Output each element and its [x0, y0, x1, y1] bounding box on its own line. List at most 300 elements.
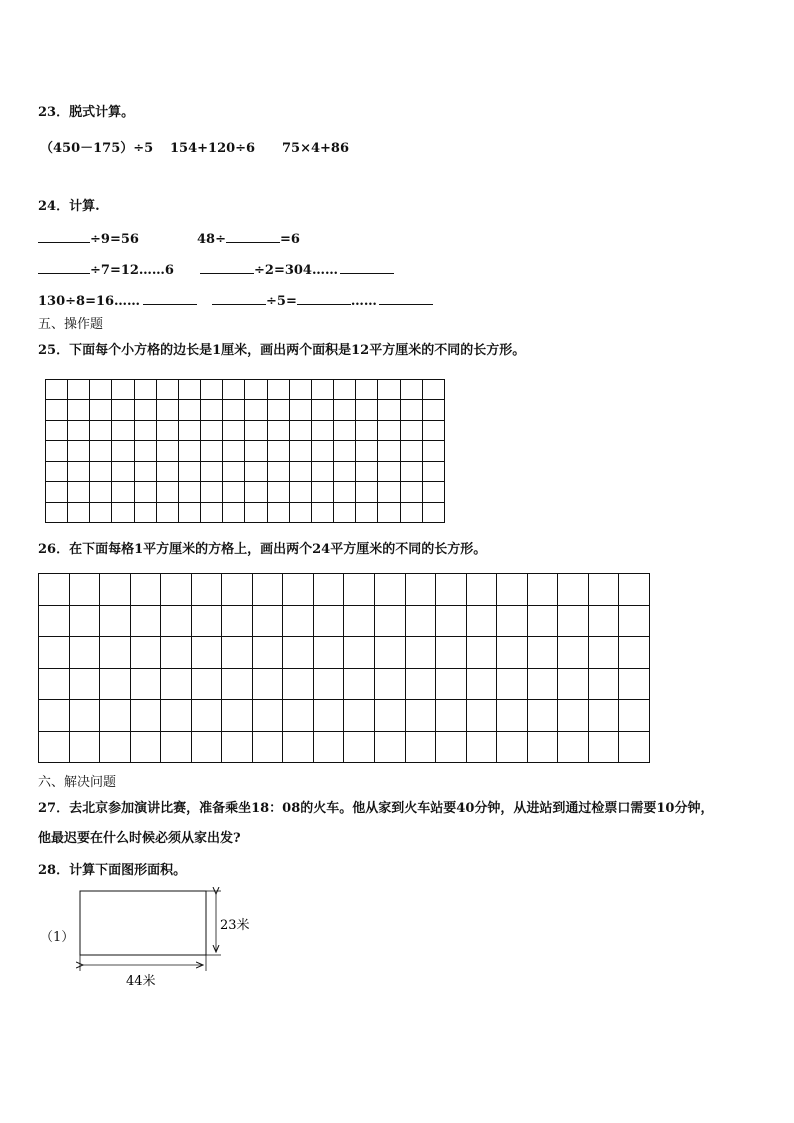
- grid-cell[interactable]: [223, 380, 245, 400]
- section-6-title: 六、解决问题: [38, 775, 117, 790]
- grid-cell[interactable]: [201, 482, 223, 502]
- grid-cell[interactable]: [588, 605, 619, 637]
- grid-cell[interactable]: [69, 605, 100, 637]
- grid-cell[interactable]: [130, 668, 161, 700]
- grid-cell[interactable]: [245, 461, 267, 481]
- grid-cell[interactable]: [356, 420, 378, 440]
- grid-cell[interactable]: [112, 482, 134, 502]
- grid-row: [39, 605, 650, 637]
- grid-cell[interactable]: [356, 400, 378, 420]
- answer-blank[interactable]: [226, 230, 280, 243]
- grid-cell[interactable]: [283, 637, 314, 669]
- grid-row: [39, 668, 650, 700]
- grid-cell[interactable]: [201, 400, 223, 420]
- grid-cell[interactable]: [375, 574, 406, 606]
- grid-cell[interactable]: [245, 441, 267, 461]
- grid-cell[interactable]: [161, 574, 192, 606]
- grid-cell[interactable]: [466, 605, 497, 637]
- grid-cell[interactable]: [422, 502, 444, 522]
- grid-cell[interactable]: [311, 482, 333, 502]
- grid-cell[interactable]: [39, 731, 70, 763]
- grid-cell[interactable]: [311, 380, 333, 400]
- grid-cell[interactable]: [400, 380, 422, 400]
- grid-cell[interactable]: [252, 637, 283, 669]
- answer-blank[interactable]: [200, 261, 254, 274]
- grid-cell[interactable]: [156, 502, 178, 522]
- grid-cell[interactable]: [69, 731, 100, 763]
- grid-cell[interactable]: [466, 731, 497, 763]
- grid-cell[interactable]: [283, 605, 314, 637]
- grid-cell[interactable]: [156, 441, 178, 461]
- grid-cell[interactable]: [130, 605, 161, 637]
- grid-cell[interactable]: [252, 605, 283, 637]
- grid-cell[interactable]: [436, 731, 467, 763]
- grid-cell[interactable]: [422, 420, 444, 440]
- grid-cell[interactable]: [130, 574, 161, 606]
- grid-cell[interactable]: [375, 700, 406, 732]
- grid-cell[interactable]: [201, 441, 223, 461]
- grid-cell[interactable]: [405, 637, 436, 669]
- answer-blank[interactable]: [143, 292, 197, 305]
- grid-cell[interactable]: [112, 400, 134, 420]
- answer-blank[interactable]: [340, 261, 394, 274]
- grid-cell[interactable]: [527, 700, 558, 732]
- q24-row3-b: [212, 292, 433, 310]
- grid-cell[interactable]: [267, 461, 289, 481]
- grid-cell[interactable]: [267, 502, 289, 522]
- grid-cell[interactable]: [69, 574, 100, 606]
- grid-cell[interactable]: [400, 502, 422, 522]
- q25-text: 25．下面每个小方格的边长是1厘米，画出两个面积是12平方厘米的不同的长方形。: [38, 343, 526, 358]
- grid-cell[interactable]: [289, 420, 311, 440]
- grid-cell[interactable]: [68, 482, 90, 502]
- grid-cell[interactable]: [156, 420, 178, 440]
- grid-cell[interactable]: [68, 461, 90, 481]
- grid-cell[interactable]: [90, 482, 112, 502]
- grid-row: [39, 637, 650, 669]
- grid-cell[interactable]: [405, 605, 436, 637]
- grid-cell[interactable]: [68, 400, 90, 420]
- answer-blank[interactable]: [297, 292, 351, 305]
- grid-cell[interactable]: [400, 461, 422, 481]
- grid-cell[interactable]: [178, 420, 200, 440]
- grid-cell[interactable]: [356, 482, 378, 502]
- grid-cell[interactable]: [436, 574, 467, 606]
- grid-cell[interactable]: [313, 637, 344, 669]
- grid-cell[interactable]: [344, 700, 375, 732]
- q23-expr-1: （450－175）÷5: [40, 141, 154, 156]
- grid-cell[interactable]: [69, 700, 100, 732]
- grid-cell[interactable]: [588, 700, 619, 732]
- grid-cell[interactable]: [100, 731, 131, 763]
- grid-cell[interactable]: [497, 605, 528, 637]
- grid-cell[interactable]: [112, 441, 134, 461]
- grid-cell[interactable]: [46, 420, 68, 440]
- grid-cell[interactable]: [46, 482, 68, 502]
- grid-cell[interactable]: [223, 482, 245, 502]
- grid-cell[interactable]: [201, 461, 223, 481]
- grid-cell[interactable]: [313, 605, 344, 637]
- grid-cell[interactable]: [90, 400, 112, 420]
- section-5-title: 五、操作题: [38, 317, 104, 332]
- q24-row1-b-post: =6: [279, 232, 300, 247]
- grid-cell[interactable]: [201, 420, 223, 440]
- grid-cell[interactable]: [378, 380, 400, 400]
- grid-cell[interactable]: [178, 441, 200, 461]
- grid-cell[interactable]: [222, 574, 253, 606]
- q27-line-2: 他最迟要在什么时候必须从家出发?: [38, 831, 241, 846]
- grid-cell[interactable]: [90, 420, 112, 440]
- grid-cell[interactable]: [223, 502, 245, 522]
- grid-cell[interactable]: [161, 668, 192, 700]
- grid-cell[interactable]: [289, 461, 311, 481]
- grid-cell[interactable]: [344, 574, 375, 606]
- q26-grid[interactable]: [38, 573, 650, 763]
- grid-cell[interactable]: [222, 637, 253, 669]
- q25-grid[interactable]: [45, 379, 445, 523]
- q27-line-1: 27．去北京参加演讲比赛，准备乘坐18：08的火车。他从家到火车站要40分钟，从进站到通过检票口需要10分钟，: [38, 801, 714, 816]
- grid-cell[interactable]: [68, 380, 90, 400]
- grid-cell[interactable]: [378, 502, 400, 522]
- grid-cell[interactable]: [156, 380, 178, 400]
- grid-cell[interactable]: [156, 461, 178, 481]
- grid-cell[interactable]: [46, 461, 68, 481]
- grid-cell[interactable]: [267, 400, 289, 420]
- grid-cell[interactable]: [619, 731, 650, 763]
- grid-cell[interactable]: [588, 637, 619, 669]
- grid-cell[interactable]: [245, 400, 267, 420]
- grid-cell[interactable]: [178, 400, 200, 420]
- grid-cell[interactable]: [334, 400, 356, 420]
- grid-cell[interactable]: [68, 420, 90, 440]
- grid-cell[interactable]: [400, 441, 422, 461]
- grid-cell[interactable]: [69, 668, 100, 700]
- grid-cell[interactable]: [378, 400, 400, 420]
- grid-cell[interactable]: [422, 482, 444, 502]
- grid-cell[interactable]: [375, 668, 406, 700]
- q24-row1-b: [197, 230, 300, 248]
- grid-cell[interactable]: [223, 400, 245, 420]
- grid-cell[interactable]: [283, 700, 314, 732]
- grid-cell[interactable]: [267, 441, 289, 461]
- grid-cell[interactable]: [334, 461, 356, 481]
- grid-cell[interactable]: [311, 420, 333, 440]
- grid-cell[interactable]: [112, 420, 134, 440]
- grid-cell[interactable]: [100, 700, 131, 732]
- grid-cell[interactable]: [46, 380, 68, 400]
- grid-cell[interactable]: [558, 731, 589, 763]
- grid-cell[interactable]: [558, 637, 589, 669]
- grid-row: [46, 420, 445, 440]
- grid-row: [46, 461, 445, 481]
- grid-cell[interactable]: [558, 700, 589, 732]
- grid-cell[interactable]: [289, 482, 311, 502]
- q24-row3-a: [38, 292, 197, 310]
- q24-row1-a: [38, 230, 139, 248]
- grid-cell[interactable]: [39, 637, 70, 669]
- grid-cell[interactable]: [558, 668, 589, 700]
- grid-cell[interactable]: [90, 502, 112, 522]
- grid-cell[interactable]: [311, 502, 333, 522]
- grid-cell[interactable]: [588, 574, 619, 606]
- grid-cell[interactable]: [527, 731, 558, 763]
- grid-cell[interactable]: [46, 441, 68, 461]
- grid-cell[interactable]: [46, 400, 68, 420]
- grid-cell[interactable]: [400, 420, 422, 440]
- grid-cell[interactable]: [405, 574, 436, 606]
- grid-cell[interactable]: [252, 574, 283, 606]
- grid-cell[interactable]: [422, 380, 444, 400]
- grid-cell[interactable]: [289, 400, 311, 420]
- grid-cell[interactable]: [245, 380, 267, 400]
- grid-cell[interactable]: [378, 482, 400, 502]
- grid-row: [46, 502, 445, 522]
- grid-cell[interactable]: [178, 380, 200, 400]
- grid-cell[interactable]: [134, 380, 156, 400]
- grid-cell[interactable]: [356, 461, 378, 481]
- grid-cell[interactable]: [334, 441, 356, 461]
- grid-cell[interactable]: [130, 700, 161, 732]
- grid-cell[interactable]: [191, 637, 222, 669]
- grid-cell[interactable]: [466, 700, 497, 732]
- q24-row3-b-mid: ÷5=: [266, 294, 297, 309]
- grid-cell[interactable]: [436, 700, 467, 732]
- grid-cell[interactable]: [134, 400, 156, 420]
- grid-cell[interactable]: [527, 637, 558, 669]
- grid-cell[interactable]: [90, 461, 112, 481]
- grid-cell[interactable]: [283, 668, 314, 700]
- grid-cell[interactable]: [311, 441, 333, 461]
- grid-cell[interactable]: [497, 574, 528, 606]
- grid-cell[interactable]: [39, 668, 70, 700]
- grid-cell[interactable]: [245, 482, 267, 502]
- grid-cell[interactable]: [497, 731, 528, 763]
- grid-cell[interactable]: [191, 700, 222, 732]
- q24-title: 24．计算.: [38, 199, 100, 214]
- grid-cell[interactable]: [558, 574, 589, 606]
- q23-expr-2: 154+120÷6: [170, 141, 256, 156]
- grid-cell[interactable]: [422, 461, 444, 481]
- grid-cell[interactable]: [252, 700, 283, 732]
- answer-blank[interactable]: [212, 292, 266, 305]
- grid-cell[interactable]: [201, 502, 223, 522]
- grid-cell[interactable]: [191, 668, 222, 700]
- grid-cell[interactable]: [130, 637, 161, 669]
- grid-cell[interactable]: [344, 637, 375, 669]
- grid-row: [39, 574, 650, 606]
- grid-cell[interactable]: [46, 502, 68, 522]
- grid-cell[interactable]: [245, 420, 267, 440]
- grid-cell[interactable]: [69, 637, 100, 669]
- grid-cell[interactable]: [405, 668, 436, 700]
- height-label: 23米: [220, 918, 250, 933]
- grid-cell[interactable]: [466, 668, 497, 700]
- grid-cell[interactable]: [252, 731, 283, 763]
- grid-cell[interactable]: [267, 380, 289, 400]
- grid-cell[interactable]: [313, 574, 344, 606]
- grid-cell[interactable]: [356, 502, 378, 522]
- grid-cell[interactable]: [400, 482, 422, 502]
- rectangle-figure: [70, 885, 270, 995]
- grid-cell[interactable]: [134, 502, 156, 522]
- grid-cell[interactable]: [100, 574, 131, 606]
- grid-cell[interactable]: [289, 441, 311, 461]
- grid-row: [46, 441, 445, 461]
- grid-cell[interactable]: [619, 700, 650, 732]
- grid-cell[interactable]: [130, 731, 161, 763]
- grid-cell[interactable]: [405, 700, 436, 732]
- grid-cell[interactable]: [497, 637, 528, 669]
- q28-figure-label: （1）: [40, 930, 75, 945]
- grid-cell[interactable]: [161, 637, 192, 669]
- grid-cell[interactable]: [161, 605, 192, 637]
- grid-row: [39, 700, 650, 732]
- grid-cell[interactable]: [112, 380, 134, 400]
- answer-blank[interactable]: [379, 292, 433, 305]
- grid-cell[interactable]: [400, 400, 422, 420]
- grid-cell[interactable]: [223, 461, 245, 481]
- grid-cell[interactable]: [344, 605, 375, 637]
- grid-cell[interactable]: [311, 400, 333, 420]
- grid-cell[interactable]: [90, 441, 112, 461]
- grid-row: [39, 731, 650, 763]
- grid-cell[interactable]: [422, 441, 444, 461]
- grid-cell[interactable]: [527, 605, 558, 637]
- answer-blank[interactable]: [38, 261, 90, 274]
- grid-cell[interactable]: [497, 668, 528, 700]
- grid-cell[interactable]: [422, 400, 444, 420]
- grid-cell[interactable]: [619, 668, 650, 700]
- answer-blank[interactable]: [38, 230, 90, 243]
- grid-cell[interactable]: [245, 502, 267, 522]
- grid-row: [46, 380, 445, 400]
- grid-cell[interactable]: [112, 502, 134, 522]
- grid-cell[interactable]: [134, 461, 156, 481]
- q24-row1-a-text: ÷9=56: [90, 232, 139, 247]
- grid-cell[interactable]: [344, 668, 375, 700]
- grid-cell[interactable]: [39, 605, 70, 637]
- grid-cell[interactable]: [378, 461, 400, 481]
- grid-cell[interactable]: [222, 668, 253, 700]
- grid-cell[interactable]: [588, 668, 619, 700]
- grid-cell[interactable]: [527, 574, 558, 606]
- grid-cell[interactable]: [156, 400, 178, 420]
- grid-cell[interactable]: [134, 420, 156, 440]
- q23-title: 23．脱式计算。: [38, 105, 135, 120]
- grid-cell[interactable]: [378, 420, 400, 440]
- grid-cell[interactable]: [178, 461, 200, 481]
- grid-cell[interactable]: [619, 605, 650, 637]
- grid-cell[interactable]: [178, 502, 200, 522]
- grid-row: [46, 400, 445, 420]
- grid-cell[interactable]: [375, 637, 406, 669]
- grid-cell[interactable]: [356, 441, 378, 461]
- grid-cell[interactable]: [267, 420, 289, 440]
- grid-cell[interactable]: [191, 731, 222, 763]
- grid-cell[interactable]: [161, 731, 192, 763]
- grid-cell[interactable]: [466, 574, 497, 606]
- grid-cell[interactable]: [334, 420, 356, 440]
- grid-cell[interactable]: [68, 502, 90, 522]
- q24-row2-a: [38, 261, 174, 279]
- grid-cell[interactable]: [313, 700, 344, 732]
- grid-cell[interactable]: [378, 441, 400, 461]
- grid-cell[interactable]: [497, 700, 528, 732]
- rectangle-shape: [80, 891, 206, 955]
- grid-cell[interactable]: [90, 380, 112, 400]
- grid-cell[interactable]: [222, 605, 253, 637]
- grid-cell[interactable]: [344, 731, 375, 763]
- grid-cell[interactable]: [283, 731, 314, 763]
- grid-cell[interactable]: [405, 731, 436, 763]
- grid-cell[interactable]: [112, 461, 134, 481]
- grid-cell[interactable]: [313, 668, 344, 700]
- grid-cell[interactable]: [252, 668, 283, 700]
- grid-cell[interactable]: [588, 731, 619, 763]
- q24-row3-a-text: 130÷8=16……: [38, 294, 141, 309]
- grid-cell[interactable]: [283, 574, 314, 606]
- grid-cell[interactable]: [223, 441, 245, 461]
- grid-cell[interactable]: [558, 605, 589, 637]
- q26-text: 26．在下面每格1平方厘米的方格上，画出两个24平方厘米的不同的长方形。: [38, 542, 487, 557]
- grid-cell[interactable]: [100, 668, 131, 700]
- grid-cell[interactable]: [100, 605, 131, 637]
- grid-cell[interactable]: [156, 482, 178, 502]
- grid-cell[interactable]: [356, 380, 378, 400]
- grid-cell[interactable]: [619, 637, 650, 669]
- grid-cell[interactable]: [191, 605, 222, 637]
- grid-cell[interactable]: [527, 668, 558, 700]
- q24-row3-b-dots: ……: [350, 294, 377, 309]
- grid-cell[interactable]: [375, 605, 406, 637]
- grid-cell[interactable]: [436, 637, 467, 669]
- grid-cell[interactable]: [436, 605, 467, 637]
- q24-row1-b-pre: 48÷: [197, 232, 226, 247]
- grid-cell[interactable]: [334, 380, 356, 400]
- grid-cell[interactable]: [178, 482, 200, 502]
- grid-cell[interactable]: [313, 731, 344, 763]
- grid-cell[interactable]: [619, 574, 650, 606]
- grid-row: [46, 482, 445, 502]
- grid-cell[interactable]: [161, 700, 192, 732]
- q23-expr-3: 75×4+86: [282, 141, 350, 156]
- grid-cell[interactable]: [223, 420, 245, 440]
- grid-cell[interactable]: [201, 380, 223, 400]
- grid-cell[interactable]: [375, 731, 406, 763]
- q24-row2-a-text: ÷7=12……6: [90, 263, 174, 278]
- grid-cell[interactable]: [39, 700, 70, 732]
- grid-cell[interactable]: [39, 574, 70, 606]
- grid-cell[interactable]: [222, 731, 253, 763]
- grid-cell[interactable]: [311, 461, 333, 481]
- grid-cell[interactable]: [191, 574, 222, 606]
- grid-cell[interactable]: [334, 482, 356, 502]
- grid-cell[interactable]: [267, 482, 289, 502]
- grid-cell[interactable]: [436, 668, 467, 700]
- q28-text: 28．计算下面图形面积。: [38, 863, 187, 878]
- q24-row2-b: [200, 261, 394, 279]
- grid-cell[interactable]: [134, 482, 156, 502]
- grid-cell[interactable]: [334, 502, 356, 522]
- grid-cell[interactable]: [134, 441, 156, 461]
- grid-cell[interactable]: [68, 441, 90, 461]
- grid-cell[interactable]: [466, 637, 497, 669]
- grid-cell[interactable]: [222, 700, 253, 732]
- q24-row2-b-text: ÷2=304……: [254, 263, 338, 278]
- grid-cell[interactable]: [289, 380, 311, 400]
- grid-cell[interactable]: [289, 502, 311, 522]
- grid-cell[interactable]: [100, 637, 131, 669]
